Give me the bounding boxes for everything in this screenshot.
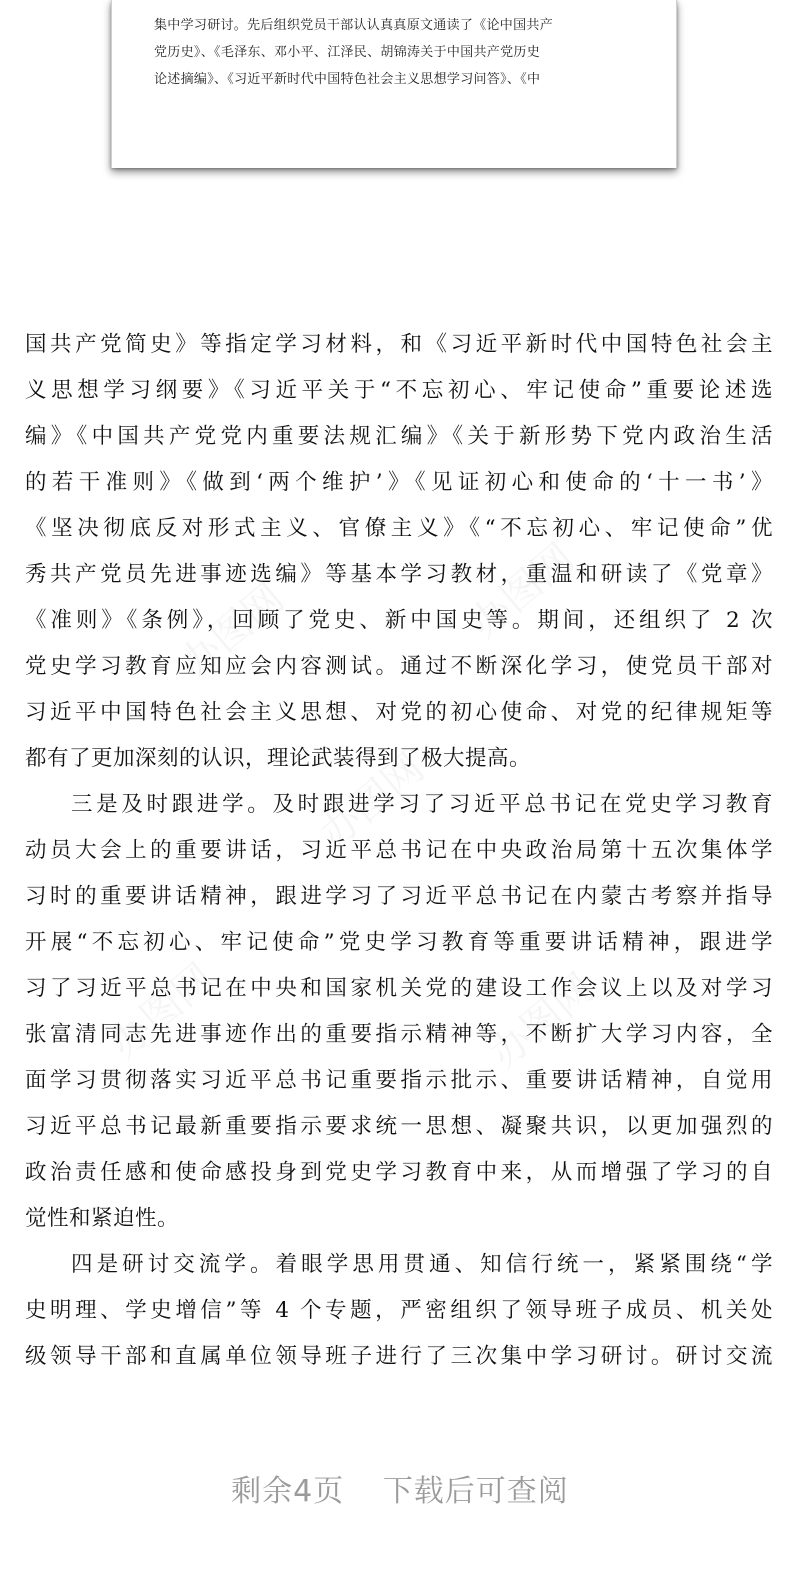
document-body bbox=[25, 322, 773, 1380]
paragraph-start-line: 四是研讨交流学。着眼学思用贯通、知信行统一，紧紧围绕“学 bbox=[71, 1252, 773, 1277]
preview-line: 论述摘编》、《习近平新时代中国特色社会主义思想学习问答》、《中 bbox=[154, 72, 541, 87]
text-line: 动员大会上的重要讲话，习近平总书记在中央政治局第十五次集体学 bbox=[25, 838, 773, 863]
text-line: 国共产党简史》等指定学习材料，和《习近平新时代中国特色社会主 bbox=[25, 332, 773, 357]
preview-line: 集中学习研讨。先后组织党员干部认认真真原文通读了《论中国共产 bbox=[154, 18, 554, 33]
text-line: 《坚决彻底反对形式主义、官僚主义》《“不忘初心、牢记使命”优 bbox=[25, 516, 773, 541]
watermark: 办图网 bbox=[481, 964, 603, 1078]
text-line: 面学习贯彻落实习近平总书记重要指示批示、重要讲话精神，自觉用 bbox=[25, 1068, 773, 1093]
text-line: 张富清同志先进事迹作出的重要指示精神等，不断扩大学习内容，全 bbox=[25, 1022, 773, 1047]
text-line: 义思想学习纲要》《习近平关于“不忘初心、牢记使命”重要论述选 bbox=[25, 378, 773, 403]
text-line: 编》《中国共产党党内重要法规汇编》《关于新形势下党内政治生活 bbox=[25, 424, 773, 449]
text-line: 习了习近平总书记在中央和国家机关党的建设工作会议上以及对学习 bbox=[25, 976, 773, 1001]
text-line: 级领导干部和直属单位领导班子进行了三次集中学习研讨。研讨交流 bbox=[25, 1344, 773, 1369]
text-line: 习近平总书记最新重要指示要求统一思想、凝聚共识，以更加强烈的 bbox=[25, 1114, 773, 1139]
preview-line: 党历史》、《毛泽东、邓小平、江泽民、胡锦涛关于中国共产党历史 bbox=[154, 45, 541, 60]
text-line: 政治责任感和使命感投身到党史学习教育中来，从而增强了学习的自 bbox=[25, 1160, 773, 1185]
watermark: 办图网 bbox=[461, 534, 583, 648]
watermark: 办图网 bbox=[311, 744, 433, 858]
download-prompt-banner[interactable] bbox=[0, 1462, 800, 1522]
text-line: 党史学习教育应知应会内容测试。通过不断深化学习，使党员干部对 bbox=[25, 654, 773, 679]
text-line: 习近平中国特色社会主义思想、对党的初心使命、对党的纪律规矩等 bbox=[25, 700, 773, 725]
watermark: 办图网 bbox=[171, 574, 293, 688]
preview-page-card bbox=[111, 0, 677, 168]
text-line: 都有了更加深刻的认识，理论武装得到了极大提高。 bbox=[25, 746, 532, 771]
text-line: 的若干准则》《做到‘两个维护’》《见证初心和使命的‘十一书’》 bbox=[25, 470, 773, 495]
text-line: 秀共产党员先进事迹选编》等基本学习教材，重温和研读了《党章》 bbox=[25, 562, 773, 587]
watermark: 办图网 bbox=[101, 954, 223, 1068]
text-line: 开展“不忘初心、牢记使命”党史学习教育等重要讲话精神，跟进学 bbox=[25, 930, 773, 955]
paragraph-start-line: 三是及时跟进学。及时跟进学习了习近平总书记在党史学习教育 bbox=[71, 792, 773, 817]
text-line: 觉性和紧迫性。 bbox=[25, 1206, 180, 1231]
text-line: 史明理、学史增信”等 4 个专题，严密组织了领导班子成员、机关处 bbox=[25, 1298, 773, 1323]
download-to-view-link[interactable]: 下载后可查阅 bbox=[382, 1474, 569, 1509]
remaining-pages-label: 剩余4页 bbox=[231, 1474, 345, 1509]
text-line: 《准则》《条例》，回顾了党史、新中国史等。期间，还组织了 2 次 bbox=[25, 608, 773, 633]
text-line: 习时的重要讲话精神，跟进学习了习近平总书记在内蒙古考察并指导 bbox=[25, 884, 773, 909]
